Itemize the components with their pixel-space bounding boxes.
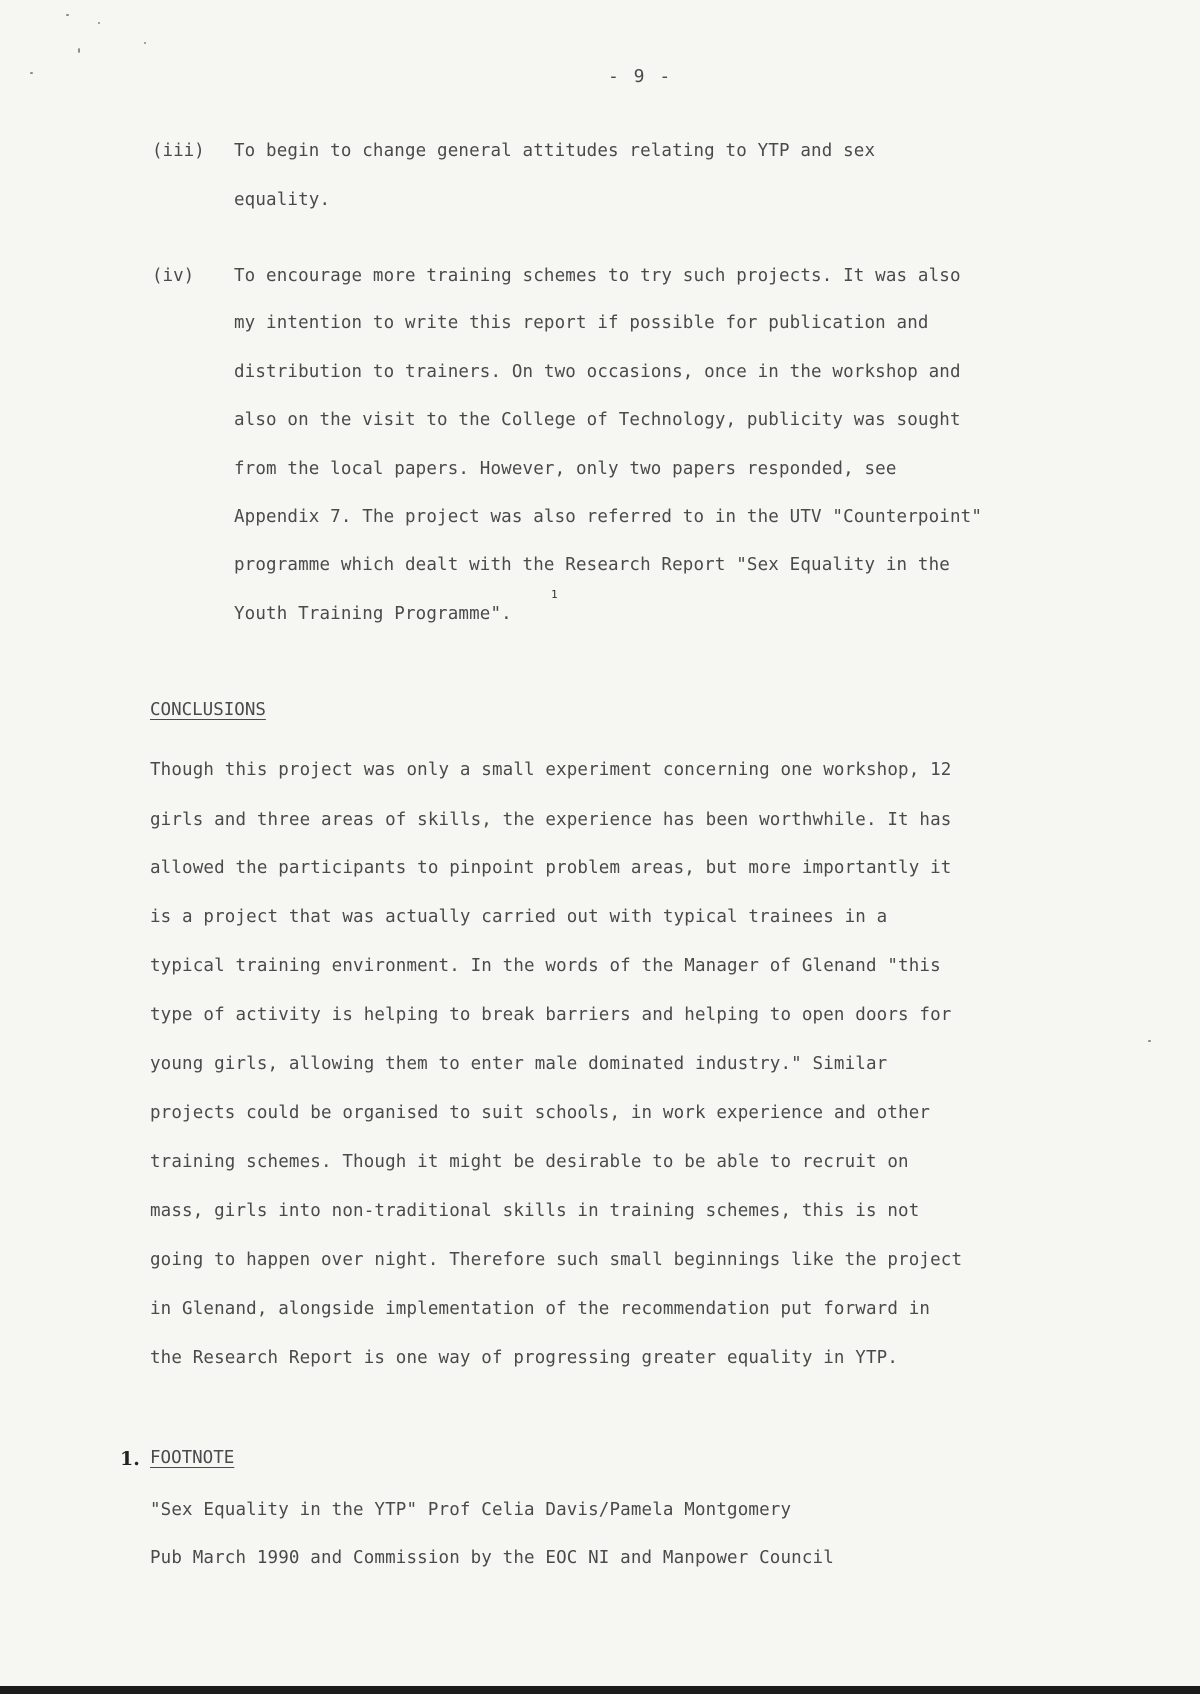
item-line: Appendix 7. The project was also referred to in the UTV "Counterpoint" <box>234 507 983 527</box>
item-line: also on the visit to the College of Technology, publicity was sought <box>234 410 961 430</box>
conclusions-line: young girls, allowing them to enter male dominated industry." Similar <box>150 1054 888 1074</box>
item-marker: (iv) <box>152 266 195 286</box>
conclusions-line: the Research Report is one way of progressing greater equality in YTP. <box>150 1348 899 1368</box>
conclusions-line: going to happen over night. Therefore such small beginnings like the project <box>150 1250 963 1270</box>
item-line: my intention to write this report if possible for publication and <box>234 313 929 333</box>
footnote-number: 1. <box>120 1448 140 1470</box>
item-line: To begin to change general attitudes relating to YTP and sex <box>234 141 876 161</box>
scan-speck <box>1148 1040 1151 1042</box>
conclusions-line: type of activity is helping to break barriers and helping to open doors for <box>150 1005 952 1025</box>
conclusions-line: typical training environment. In the words of the Manager of Glenand "this <box>150 956 941 976</box>
conclusions-line: is a project that was actually carried out with typical trainees in a <box>150 907 888 927</box>
conclusions-line: in Glenand, alongside implementation of the recommendation put forward in <box>150 1299 931 1319</box>
item-line: distribution to trainers. On two occasions, once in the workshop and <box>234 362 961 382</box>
conclusions-line: Though this project was only a small experiment concerning one workshop, 12 <box>150 760 952 780</box>
item-line: programme which dealt with the Research Report "Sex Equality in the <box>234 555 950 575</box>
scan-speck <box>78 48 80 53</box>
scan-speck <box>66 14 69 16</box>
conclusions-line: girls and three areas of skills, the experience has been worthwhile. It has <box>150 810 952 830</box>
scan-bottom-edge <box>0 1686 1200 1694</box>
page-number: - 9 - <box>608 66 673 87</box>
item-marker: (iii) <box>152 141 205 161</box>
footnote-heading: FOOTNOTE <box>150 1448 235 1468</box>
scan-speck <box>144 42 146 44</box>
item-line: To encourage more training schemes to try such projects. It was also <box>234 266 961 286</box>
footnote-line: Pub March 1990 and Commission by the EOC NI and Manpower Council <box>150 1548 834 1568</box>
scan-speck <box>30 72 33 74</box>
item-line: equality. <box>234 190 331 210</box>
conclusions-heading: CONCLUSIONS <box>150 700 266 720</box>
footnote-line: "Sex Equality in the YTP" Prof Celia Davis/Pamela Montgomery <box>150 1500 792 1520</box>
footnote-reference: 1 <box>551 588 558 601</box>
conclusions-line: allowed the participants to pinpoint problem areas, but more importantly it <box>150 858 952 878</box>
conclusions-line: projects could be organised to suit schools, in work experience and other <box>150 1103 931 1123</box>
item-line: Youth Training Programme". <box>234 604 512 624</box>
conclusions-line: mass, girls into non-traditional skills in training schemes, this is not <box>150 1201 920 1221</box>
conclusions-line: training schemes. Though it might be desirable to be able to recruit on <box>150 1152 909 1172</box>
scan-speck <box>98 22 100 24</box>
item-line: from the local papers. However, only two papers responded, see <box>234 459 897 479</box>
